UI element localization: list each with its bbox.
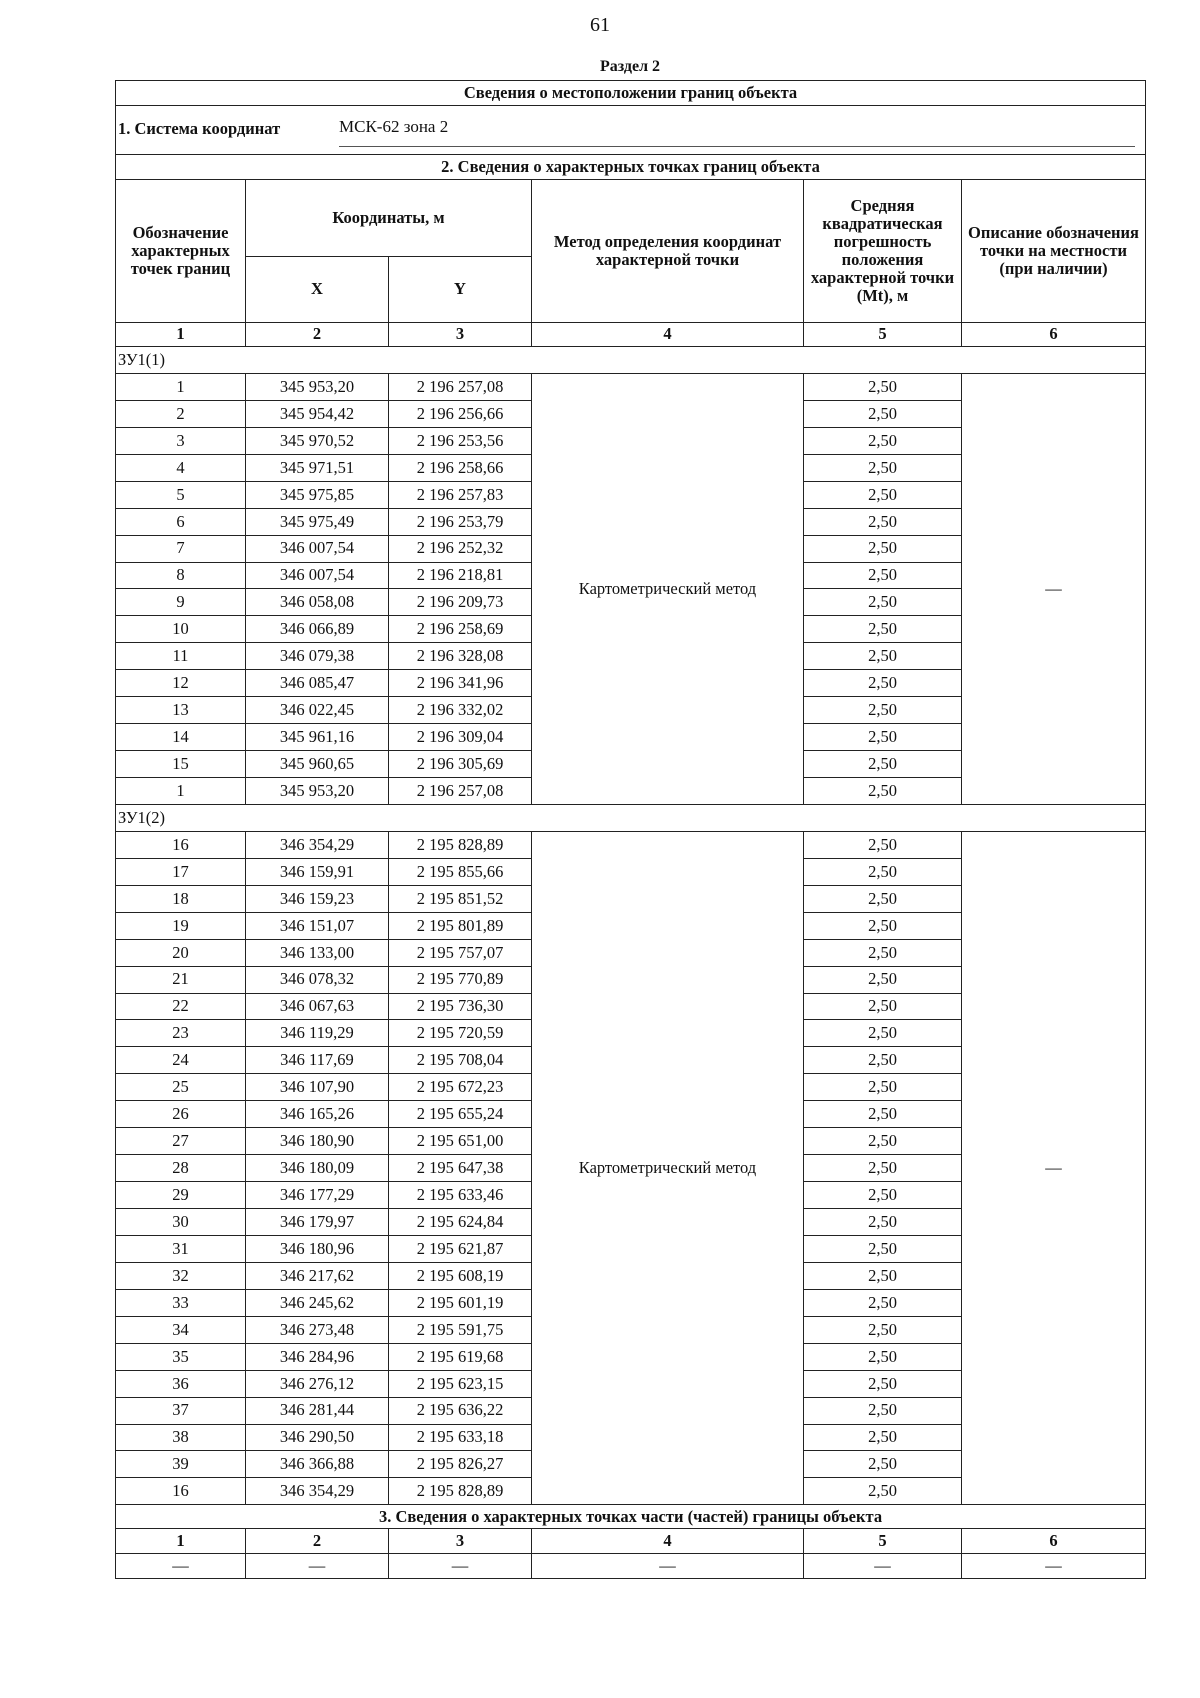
header-method: Метод определения координат характерной точки: [532, 180, 804, 323]
parts-col-number-4: 4: [532, 1529, 804, 1554]
point-number: 35: [116, 1343, 246, 1370]
point-number: 1: [116, 778, 246, 805]
parts-cell-6: —: [962, 1554, 1146, 1579]
point-x: 346 022,45: [246, 697, 389, 724]
header-designation: Обозначение характерных точек границ: [116, 180, 246, 323]
point-number: 18: [116, 885, 246, 912]
point-x: 345 970,52: [246, 427, 389, 454]
point-y: 2 196 253,79: [389, 508, 532, 535]
point-accuracy: 2,50: [804, 1020, 962, 1047]
point-y: 2 195 647,38: [389, 1155, 532, 1182]
point-x: 346 276,12: [246, 1370, 389, 1397]
point-accuracy: 2,50: [804, 1262, 962, 1289]
parts-column-number-row: [116, 1529, 1146, 1554]
point-y: 2 195 651,00: [389, 1128, 532, 1155]
point-number: 38: [116, 1424, 246, 1451]
point-accuracy: 2,50: [804, 643, 962, 670]
point-accuracy: 2,50: [804, 1209, 962, 1236]
group-1-body: [116, 347, 1146, 805]
parts-col-number-2: 2: [246, 1529, 389, 1554]
point-accuracy: 2,50: [804, 508, 962, 535]
point-x: 346 366,88: [246, 1451, 389, 1478]
coord-system-row: [116, 106, 1146, 155]
coord-system-cell: [116, 106, 1146, 155]
point-y: 2 196 332,02: [389, 697, 532, 724]
point-y: 2 196 218,81: [389, 562, 532, 589]
point-accuracy: 2,50: [804, 1289, 962, 1316]
point-x: 346 079,38: [246, 643, 389, 670]
page-number: 61: [590, 14, 610, 36]
point-number: 19: [116, 912, 246, 939]
point-number: 39: [116, 1451, 246, 1478]
point-y: 2 195 828,89: [389, 1478, 532, 1505]
parts-cell-4: —: [532, 1554, 804, 1579]
point-accuracy: 2,50: [804, 427, 962, 454]
point-accuracy: 2,50: [804, 724, 962, 751]
point-x: 345 971,51: [246, 454, 389, 481]
point-number: 10: [116, 616, 246, 643]
group-2-header: [116, 804, 1146, 831]
point-accuracy: 2,50: [804, 1235, 962, 1262]
point-number: 34: [116, 1316, 246, 1343]
point-accuracy: 2,50: [804, 562, 962, 589]
point-number: 1: [116, 373, 246, 400]
point-y: 2 195 608,19: [389, 1262, 532, 1289]
point-accuracy: 2,50: [804, 1397, 962, 1424]
parts-cell-5: —: [804, 1554, 962, 1579]
point-accuracy: 2,50: [804, 535, 962, 562]
col-number-3: 3: [389, 323, 532, 347]
point-accuracy: 2,50: [804, 1370, 962, 1397]
point-y: 2 195 621,87: [389, 1235, 532, 1262]
point-x: 346 179,97: [246, 1209, 389, 1236]
point-x: 346 151,07: [246, 912, 389, 939]
point-accuracy: 2,50: [804, 912, 962, 939]
point-y: 2 196 253,56: [389, 427, 532, 454]
point-x: 346 007,54: [246, 562, 389, 589]
point-x: 346 058,08: [246, 589, 389, 616]
point-accuracy: 2,50: [804, 1155, 962, 1182]
point-y: 2 196 209,73: [389, 589, 532, 616]
header-y: Y: [389, 257, 532, 323]
point-y: 2 195 720,59: [389, 1020, 532, 1047]
parts-cell-2: —: [246, 1554, 389, 1579]
point-number: 30: [116, 1209, 246, 1236]
point-accuracy: 2,50: [804, 670, 962, 697]
point-x: 346 180,90: [246, 1128, 389, 1155]
parts-empty-row: [116, 1554, 1146, 1579]
point-number: 32: [116, 1262, 246, 1289]
point-y: 2 195 851,52: [389, 885, 532, 912]
point-x: 346 245,62: [246, 1289, 389, 1316]
col-number-6: 6: [962, 323, 1146, 347]
point-x: 346 007,54: [246, 535, 389, 562]
point-accuracy: 2,50: [804, 1343, 962, 1370]
point-number: 11: [116, 643, 246, 670]
point-number: 28: [116, 1155, 246, 1182]
point-y: 2 195 672,23: [389, 1074, 532, 1101]
point-accuracy: 2,50: [804, 993, 962, 1020]
point-x: 345 953,20: [246, 373, 389, 400]
method-cell: Картометрический метод: [532, 831, 804, 1504]
point-y: 2 195 826,27: [389, 1451, 532, 1478]
parts-cell-3: —: [389, 1554, 532, 1579]
point-y: 2 195 828,89: [389, 831, 532, 858]
point-y: 2 196 257,08: [389, 373, 532, 400]
point-number: 20: [116, 939, 246, 966]
point-y: 2 195 624,84: [389, 1209, 532, 1236]
point-y: 2 195 801,89: [389, 912, 532, 939]
point-number: 21: [116, 966, 246, 993]
header-description: Описание обозначения точки на местности (при наличии): [962, 180, 1146, 323]
point-y: 2 195 633,18: [389, 1424, 532, 1451]
parts-col-number-1: 1: [116, 1529, 246, 1554]
col-number-1: 1: [116, 323, 246, 347]
point-y: 2 196 258,69: [389, 616, 532, 643]
point-x: 346 085,47: [246, 670, 389, 697]
point-y: 2 196 256,66: [389, 400, 532, 427]
point-number: 8: [116, 562, 246, 589]
point-accuracy: 2,50: [804, 589, 962, 616]
col-number-2: 2: [246, 323, 389, 347]
col-number-4: 4: [532, 323, 804, 347]
point-y: 2 195 636,22: [389, 1397, 532, 1424]
point-accuracy: 2,50: [804, 778, 962, 805]
parts-col-number-6: 6: [962, 1529, 1146, 1554]
group-1-header: [116, 347, 1146, 374]
point-x: 346 290,50: [246, 1424, 389, 1451]
point-x: 345 954,42: [246, 400, 389, 427]
point-accuracy: 2,50: [804, 454, 962, 481]
col-number-5: 5: [804, 323, 962, 347]
point-y: 2 196 305,69: [389, 751, 532, 778]
point-x: 346 117,69: [246, 1047, 389, 1074]
point-x: 346 180,09: [246, 1155, 389, 1182]
parts-col-number-5: 5: [804, 1529, 962, 1554]
point-x: 346 066,89: [246, 616, 389, 643]
point-x: 345 975,49: [246, 508, 389, 535]
point-x: 346 284,96: [246, 1343, 389, 1370]
boundary-table: [115, 80, 1146, 1579]
point-x: 346 133,00: [246, 939, 389, 966]
point-number: 4: [116, 454, 246, 481]
point-y: 2 195 591,75: [389, 1316, 532, 1343]
point-accuracy: 2,50: [804, 1128, 962, 1155]
points-title-row: [116, 155, 1146, 180]
point-y: 2 196 341,96: [389, 670, 532, 697]
parts-cell-1: —: [116, 1554, 246, 1579]
point-number: 37: [116, 1397, 246, 1424]
point-x: 346 217,62: [246, 1262, 389, 1289]
point-y: 2 195 770,89: [389, 966, 532, 993]
point-x: 346 107,90: [246, 1074, 389, 1101]
point-number: 23: [116, 1020, 246, 1047]
point-number: 22: [116, 993, 246, 1020]
point-accuracy: 2,50: [804, 1047, 962, 1074]
point-y: 2 195 623,15: [389, 1370, 532, 1397]
point-number: 9: [116, 589, 246, 616]
point-accuracy: 2,50: [804, 400, 962, 427]
point-y: 2 195 633,46: [389, 1182, 532, 1209]
point-accuracy: 2,50: [804, 481, 962, 508]
header-coordinates: Координаты, м: [246, 180, 532, 257]
point-number: 5: [116, 481, 246, 508]
group-2-body: [116, 804, 1146, 1504]
point-number: 2: [116, 400, 246, 427]
column-number-row: [116, 323, 1146, 347]
point-number: 16: [116, 831, 246, 858]
point-accuracy: 2,50: [804, 1478, 962, 1505]
parts-col-number-3: 3: [389, 1529, 532, 1554]
header-row-1: [116, 180, 1146, 257]
point-x: 345 953,20: [246, 778, 389, 805]
point-x: 346 281,44: [246, 1397, 389, 1424]
coord-system-underline: [339, 146, 1135, 147]
point-x: 346 159,23: [246, 885, 389, 912]
table-title-row: [116, 81, 1146, 106]
point-x: 346 119,29: [246, 1020, 389, 1047]
point-accuracy: 2,50: [804, 966, 962, 993]
point-accuracy: 2,50: [804, 1182, 962, 1209]
points-title: 2. Сведения о характерных точках границ объекта: [116, 155, 1146, 180]
header-x: X: [246, 257, 389, 323]
group-name: ЗУ1(1): [116, 347, 1146, 374]
point-accuracy: 2,50: [804, 373, 962, 400]
point-number: 12: [116, 670, 246, 697]
point-accuracy: 2,50: [804, 1074, 962, 1101]
point-y: 2 196 328,08: [389, 643, 532, 670]
coord-system-value: МСК-62 зона 2: [339, 117, 449, 136]
point-number: 24: [116, 1047, 246, 1074]
description-cell: —: [962, 373, 1146, 804]
point-x: 346 078,32: [246, 966, 389, 993]
point-number: 14: [116, 724, 246, 751]
point-accuracy: 2,50: [804, 858, 962, 885]
header-accuracy: Средняя квадратическая погрешность положения характерной точки (Mt), м: [804, 180, 962, 323]
point-accuracy: 2,50: [804, 939, 962, 966]
point-x: 346 067,63: [246, 993, 389, 1020]
point-x: 346 180,96: [246, 1235, 389, 1262]
table-row: [116, 373, 1146, 400]
point-number: 27: [116, 1128, 246, 1155]
point-number: 33: [116, 1289, 246, 1316]
point-y: 2 195 655,24: [389, 1101, 532, 1128]
point-accuracy: 2,50: [804, 1424, 962, 1451]
point-y: 2 196 252,32: [389, 535, 532, 562]
point-number: 31: [116, 1235, 246, 1262]
point-number: 36: [116, 1370, 246, 1397]
point-number: 16: [116, 1478, 246, 1505]
point-x: 346 354,29: [246, 831, 389, 858]
table-title: Сведения о местоположении границ объекта: [116, 81, 1146, 106]
group-name: ЗУ1(2): [116, 804, 1146, 831]
description-cell: —: [962, 831, 1146, 1504]
point-accuracy: 2,50: [804, 1316, 962, 1343]
point-accuracy: 2,50: [804, 831, 962, 858]
point-y: 2 196 309,04: [389, 724, 532, 751]
point-x: 346 273,48: [246, 1316, 389, 1343]
point-x: 345 975,85: [246, 481, 389, 508]
point-y: 2 196 257,83: [389, 481, 532, 508]
point-accuracy: 2,50: [804, 885, 962, 912]
parts-title: 3. Сведения о характерных точках части (частей) границы объекта: [116, 1505, 1146, 1529]
point-x: 346 354,29: [246, 1478, 389, 1505]
table-row: [116, 831, 1146, 858]
point-number: 29: [116, 1182, 246, 1209]
method-cell: Картометрический метод: [532, 373, 804, 804]
point-x: 345 961,16: [246, 724, 389, 751]
point-number: 17: [116, 858, 246, 885]
point-number: 15: [116, 751, 246, 778]
point-accuracy: 2,50: [804, 697, 962, 724]
point-number: 7: [116, 535, 246, 562]
point-number: 25: [116, 1074, 246, 1101]
point-y: 2 195 757,07: [389, 939, 532, 966]
section-title: Раздел 2: [599, 58, 661, 75]
coord-system-label: 1. Система координат: [118, 119, 281, 138]
point-accuracy: 2,50: [804, 1451, 962, 1478]
point-y: 2 195 708,04: [389, 1047, 532, 1074]
point-y: 2 196 257,08: [389, 778, 532, 805]
point-y: 2 195 619,68: [389, 1343, 532, 1370]
point-x: 346 165,26: [246, 1101, 389, 1128]
point-number: 26: [116, 1101, 246, 1128]
point-x: 346 177,29: [246, 1182, 389, 1209]
point-x: 345 960,65: [246, 751, 389, 778]
point-y: 2 195 601,19: [389, 1289, 532, 1316]
point-y: 2 195 855,66: [389, 858, 532, 885]
point-number: 3: [116, 427, 246, 454]
point-accuracy: 2,50: [804, 1101, 962, 1128]
point-y: 2 195 736,30: [389, 993, 532, 1020]
point-accuracy: 2,50: [804, 616, 962, 643]
point-number: 13: [116, 697, 246, 724]
point-number: 6: [116, 508, 246, 535]
point-y: 2 196 258,66: [389, 454, 532, 481]
parts-title-row: [116, 1505, 1146, 1529]
point-accuracy: 2,50: [804, 751, 962, 778]
point-x: 346 159,91: [246, 858, 389, 885]
